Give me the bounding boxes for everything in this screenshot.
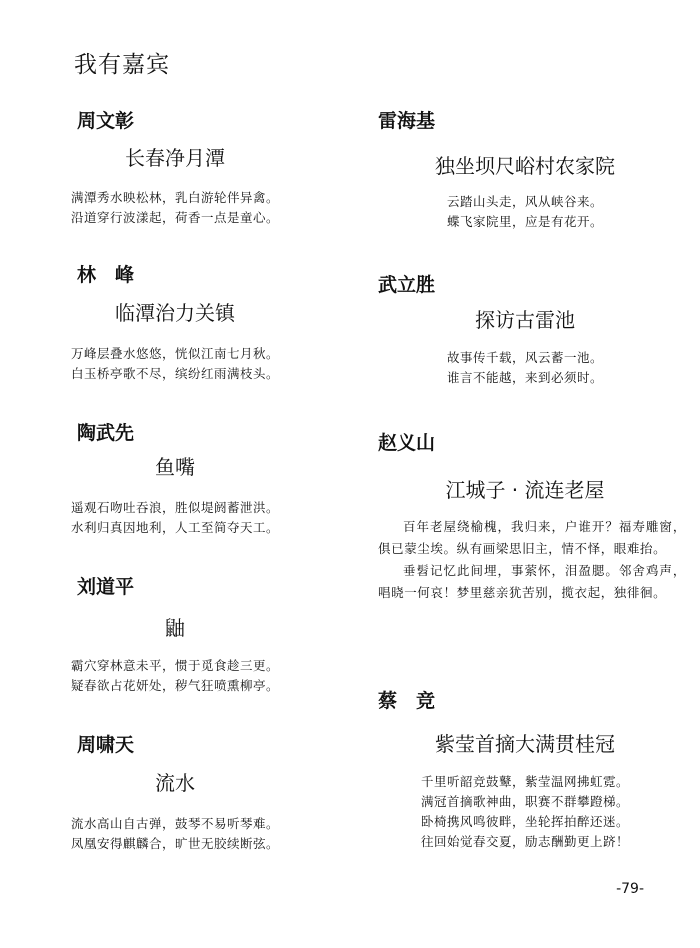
poem-line: 凤凰安得麒麟合，旷世无胶续断弦。 <box>70 836 279 851</box>
poem-title: 紫莹首摘大满贯桂冠 <box>435 732 615 756</box>
poem-line: 满潭秀水映松林，乳白游轮伴异禽。 <box>70 190 279 205</box>
poem-line: 水利归真因地利，人工至简夺天工。 <box>70 520 279 535</box>
poem-author: 陶武先 <box>77 422 135 444</box>
poem-line: 流水高山自古弹，鼓琴不易听琴难。 <box>70 816 279 831</box>
poem-line: 往回始觉春交夏，励志酬勤更上跻！ <box>420 834 629 849</box>
poem-body <box>0 344 350 384</box>
poem-line: 故事传千载，风云蓄一池。 <box>446 350 603 365</box>
poem-title: 探访古雷池 <box>475 308 575 332</box>
poem-author: 周啸天 <box>77 734 135 756</box>
poem-author: 周文彰 <box>77 110 135 132</box>
poem-title: 独坐坝尺峪村农家院 <box>435 154 615 178</box>
poem-title: 长春净月潭 <box>125 146 225 170</box>
poem-line: 蝶飞家院里，应是有花开。 <box>446 214 603 229</box>
poem-line: 白玉桥亭歌不尽，缤纷红雨满枝头。 <box>70 366 279 381</box>
poem-line: 沿道穿行波漾起，荷香一点是童心。 <box>70 210 279 225</box>
poem-line: 卧椅携风鸣彼畔，坐轮挥拍醉还迷。 <box>420 814 629 829</box>
section-heading: 我有嘉宾 <box>74 52 170 78</box>
poem-line: 疑春欲占花妍处，秽气狂喷熏柳亭。 <box>70 678 279 693</box>
poem-body <box>350 348 700 388</box>
poem-body <box>378 516 686 604</box>
poem-body <box>350 772 700 852</box>
poem-author: 雷海基 <box>378 110 436 132</box>
poem-paragraph: 百年老屋绕榆槐，我归来，户谁开？福寿雕窗，俱已蒙尘埃。纵有画梁思旧主，情不怿，眼难抬。 <box>378 519 686 556</box>
poem-line: 满冠首摘歌神曲，职赛不群攀蹬梯。 <box>420 794 629 809</box>
poem-title: 江城子 · 流连老屋 <box>445 478 605 502</box>
poem-line: 遥观石吻吐吞浪，胜似堤阏蓄泄洪。 <box>70 500 279 515</box>
poem-title: 临潭治力关镇 <box>115 301 235 325</box>
poem-title: 鱼嘴 <box>155 455 195 479</box>
poem-body <box>0 188 350 228</box>
poem-author: 林 峰 <box>77 264 135 286</box>
poem-body <box>350 192 700 232</box>
poem-body <box>0 656 350 696</box>
poem-line: 千里听韶竞鼓鼙，紫莹温网拂虹霓。 <box>420 774 629 789</box>
poem-line: 谁言不能越，来到必须时。 <box>446 370 603 385</box>
page-number: -79- <box>616 881 644 897</box>
poem-author: 武立胜 <box>378 274 436 296</box>
poem-title: 鼬 <box>165 616 185 640</box>
poem-line: 万峰层叠水悠悠，恍似江南七月秋。 <box>70 346 279 361</box>
poem-line: 霸穴穿林意未平，惯于觅食趁三更。 <box>70 658 279 673</box>
poem-title: 流水 <box>155 771 195 795</box>
poem-author: 刘道平 <box>77 576 135 598</box>
poem-line: 云踏山头走，风从峡谷来。 <box>446 194 603 209</box>
poem-author: 蔡 竞 <box>378 690 436 712</box>
poem-body <box>0 814 350 854</box>
poem-paragraph: 垂髫记忆此间埋，事萦怀，泪盈腮。邻舍鸡声，唱晓一何哀！梦里慈亲犹苦别，揽衣起，独徘徊。 <box>378 563 686 600</box>
poem-author: 赵义山 <box>378 432 436 454</box>
poem-body <box>0 498 350 538</box>
